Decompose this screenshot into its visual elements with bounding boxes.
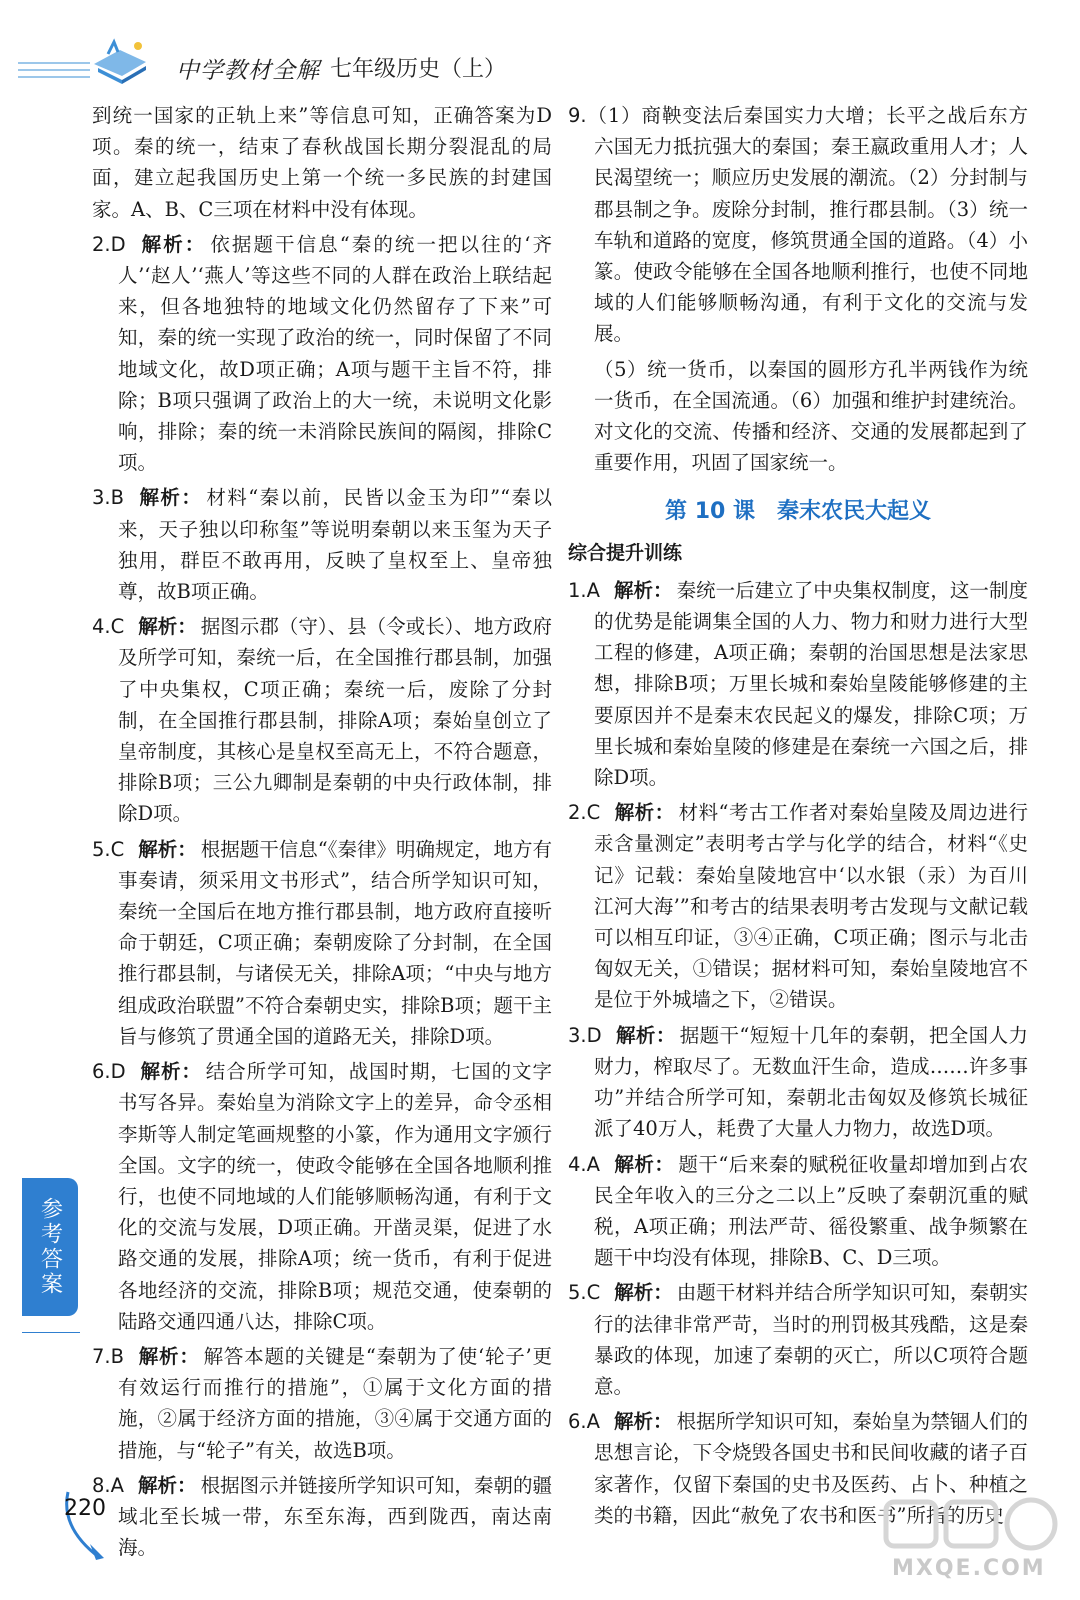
- item-answer: A: [586, 1410, 600, 1434]
- left-column: [92, 100, 552, 1567]
- analysis-label: 解析：: [139, 232, 207, 256]
- analysis-text: 根据所学知识可知，秦始皇为禁锢人们的思想言论，下令烧毁各国史书和民间收藏的诸子百家著作，仅留下秦国的史书及医药、占卜、种植之类的书籍，因此“赦免了农书和医书”所指的历史: [594, 1410, 1028, 1527]
- answer-item-9: [568, 100, 1028, 350]
- page-header: [0, 0, 1080, 96]
- header-decor-lines: [18, 62, 90, 83]
- item-9-continuation: （5）统一货币，以秦国的圆形方孔半两钱作为统一货币，在全国流通。（6）加强和维护封建统治。对文化的交流、传播和经济、交通的发展都起到了重要作用，巩固了国家统一。: [594, 357, 1028, 475]
- analysis-text: 据图示郡（守）、县（令或长）、地方政府及所学可知，秦统一后，在全国推行郡县制，加强了中央集权，C项正确；秦统一后，废除了分封制，在全国推行郡县制，排除A项；秦始皇创立了皇帝制度，其核心是皇权至高无上，不符合题意，排除B项；三公九卿制是秦朝的中央行政体制，排除D项。: [118, 615, 552, 826]
- item-9-text: （1）商鞅变法后秦国实力大增；长平之战后东方六国无力抵抗强大的秦国；秦王嬴政重用人才；人民渴望统一；顺应历史发展的潮流。（2）分封制与郡县制之争。废除分封制，推行郡县制。（3）统一车轨和道路的宽度，修筑贯通全国的道路。（4）小篆。使政令能够在全国各地顺利推行，也使不同地域的人们能够顺畅沟通，有利于文化的交流与发展。: [586, 104, 1028, 346]
- section-title: 综合提升训练: [568, 541, 683, 564]
- item-number: 1.: [568, 578, 587, 602]
- analysis-label: 解析：: [613, 578, 673, 602]
- lesson-title: 第 10 课 秦末农民大起义: [665, 499, 931, 525]
- book-logo-icon: [88, 36, 158, 86]
- analysis-text: 材料“秦以前，民皆以金玉为印”“秦以来，天子独以印称玺”等说明秦朝以来玉玺为天子独用，群臣不敢再用，反映了皇权至上、皇帝独尊，故B项正确。: [118, 486, 552, 604]
- item-number: 5.: [568, 1281, 587, 1305]
- item-answer: A: [586, 578, 600, 602]
- item-answer: B: [110, 486, 124, 510]
- item-answer: D: [110, 232, 126, 256]
- answer-item-2: [92, 229, 552, 479]
- analysis-text: 材料“考古工作者对秦始皇陵及周边进行汞含量测定”表明考古学与化学的结合，材料“《史记》记载：秦始皇陵地宫中‘以水银（汞）为百川江河大海’”和考古的结果表明考古发现与文献记载可以相互印证，③④正确，C项正确；图示与北击匈奴无关，①错误；据材料可知，秦始皇陵地宫不是位于外城墙之下，②错误。: [594, 801, 1028, 1012]
- book-subject: 七年级历史（上）: [330, 57, 507, 82]
- answer-item-3: [92, 482, 552, 607]
- analysis-text: 题干“后来秦的赋税征收量却增加到占农民全年收入的三分之二以上”反映了秦朝沉重的赋税，A项正确；刑法严苛、徭役繁重、战争频繁在题干中均没有体现，排除B、C、D三项。: [594, 1152, 1028, 1270]
- item-number: 2.: [92, 232, 111, 256]
- analysis-text: 根据题干信息“《秦律》明确规定，地方有事奏请，须采用文书形式”，结合所学知识可知，秦统一全国后在地方推行郡县制，地方政府直接听命于朝廷，C项正确；秦朝废除了分封制，在全国推行郡县制，与诸侯无关，排除A项；“中央与地方组成政治联盟”不符合秦朝史实，排除B项；题干主旨与修筑了贯通全国的道路无关，排除D项。: [118, 837, 552, 1048]
- item-number: 5.: [92, 837, 111, 861]
- side-divider: [22, 1332, 80, 1333]
- analysis-label: 解析：: [613, 1410, 673, 1434]
- item-number: 3.: [568, 1023, 587, 1047]
- item-number: 8.: [92, 1473, 111, 1497]
- analysis-label: 解析：: [615, 1023, 676, 1047]
- answer-item-5: [92, 834, 552, 1052]
- analysis-text: 秦统一后建立了中央集权制度，这一制度的优势是能调集全国的人力、物力和财力进行大型工程的修建，A项正确；秦朝的治国思想是法家思想，排除B项；万里长城和秦始皇陵能够修建的主要原因并不是秦末农民起义的爆发，排除C项；万里长城和秦始皇陵的修建是在秦统一六国之后，排除D项。: [594, 578, 1028, 790]
- analysis-label: 解析：: [614, 801, 675, 825]
- item-answer: D: [586, 1023, 602, 1047]
- item-answer: A: [110, 1473, 124, 1497]
- answer-item-6: [92, 1056, 552, 1337]
- lesson-answer-item-1: [568, 575, 1028, 793]
- analysis-text: 依据题干信息“秦的统一把以往的‘齐人’‘赵人’‘燕人’等这些不同的人群在政治上联结起来，但各地独特的地域文化仍然留存了下来”可知，秦的统一实现了政治的统一，同时保留了不同地域文化，故D项正确；A项与题干主旨不符，排除；B项只强调了政治上的大一统，未说明文化影响，排除；秦的统一未消除民族间的隔阂，排除C项。: [118, 232, 552, 475]
- lesson-answer-item-3: [568, 1020, 1028, 1145]
- item-number: 7.: [92, 1344, 111, 1368]
- analysis-label: 解析：: [137, 1473, 197, 1497]
- analysis-label: 解析：: [138, 1344, 200, 1368]
- item-answer: C: [586, 801, 601, 825]
- item-answer: C: [110, 837, 125, 861]
- analysis-text: 由题干材料并结合所学知识可知，秦朝实行的法律非常严苛，当时的刑罚极其残酷，这是秦暴政的体现，加速了秦朝的灭亡，所以C项符合题意。: [594, 1281, 1028, 1398]
- lesson-answer-item-2: [568, 797, 1028, 1015]
- item-answer: D: [110, 1060, 126, 1084]
- item-number: 3.: [92, 486, 111, 510]
- analysis-text: 结合所学可知，战国时期，七国的文字书写各异。秦始皇为消除文字上的差异，命令丞相李斯等人制定笔画规整的小篆，作为通用文字颁行全国。文字的统一，使政令能够在全国各地顺利推行，也使不同地域的人们能够顺畅沟通，有利于文化的交流与发展，D项正确。开凿灵渠，促进了水路交通的发展，排除A项；统一货币，有利于促进各地经济的交流，排除B项；规范交通，使秦朝的陆路交通四通八达，排除C项。: [118, 1060, 552, 1333]
- page-number: 220: [64, 1496, 106, 1521]
- item-number: 9.: [568, 104, 587, 127]
- analysis-label: 解析：: [614, 1281, 673, 1305]
- item-number: 6.: [92, 1060, 111, 1084]
- right-column: [568, 100, 1028, 1535]
- answer-item-4: [92, 611, 552, 829]
- analysis-label: 解析：: [138, 615, 197, 639]
- item-answer: B: [110, 1344, 124, 1368]
- item-number: 6.: [568, 1410, 587, 1434]
- analysis-label: 解析：: [138, 837, 197, 861]
- item-number: 4.: [92, 615, 111, 639]
- book-title: 中学教材全解: [176, 58, 320, 84]
- analysis-label: 解析：: [139, 1060, 202, 1084]
- analysis-label: 解析：: [138, 486, 203, 510]
- item-answer: A: [586, 1152, 600, 1176]
- item-answer: C: [586, 1281, 601, 1305]
- lesson-answer-item-5: [568, 1277, 1028, 1402]
- lesson-answer-item-4: [568, 1149, 1028, 1274]
- item-number: 2.: [568, 801, 587, 825]
- item-answer: C: [110, 615, 125, 639]
- analysis-text: 解答本题的关键是“秦朝为了使‘轮子’更有效运行而推行的措施”，①属于文化方面的措施，②属于经济方面的措施，③④属于交通方面的措施，与“轮子”有关，故选B项。: [118, 1344, 552, 1462]
- item-number: 4.: [568, 1152, 587, 1176]
- analysis-text: 据题干“短短十几年的秦朝，把全国人力财力，榨取尽了。无数血汗生命，造成……许多事功”并结合所学可知，秦朝北击匈奴及修筑长城征派了40万人，耗费了大量人力物力，故选D项。: [594, 1023, 1028, 1141]
- analysis-label: 解析：: [613, 1152, 675, 1176]
- continuation-text: 到统一国家的正轨上来”等信息可知，正确答案为D项。秦的统一，结束了春秋战国长期分裂混乱的局面，建立起我国历史上第一个统一多民族的封建国家。A、B、C三项在材料中没有体现。: [92, 104, 552, 221]
- watermark-text: MXQE.COM: [892, 1556, 1046, 1581]
- answers-side-tab: [22, 1178, 78, 1316]
- answer-item-7: [92, 1341, 552, 1466]
- analysis-text: 根据图示并链接所学知识可知，秦朝的疆域北至长城一带，东至东海，西到陇西，南达南海。: [118, 1473, 552, 1560]
- side-tab-label: 参考答案: [37, 1197, 63, 1297]
- answer-item-8: [92, 1470, 552, 1564]
